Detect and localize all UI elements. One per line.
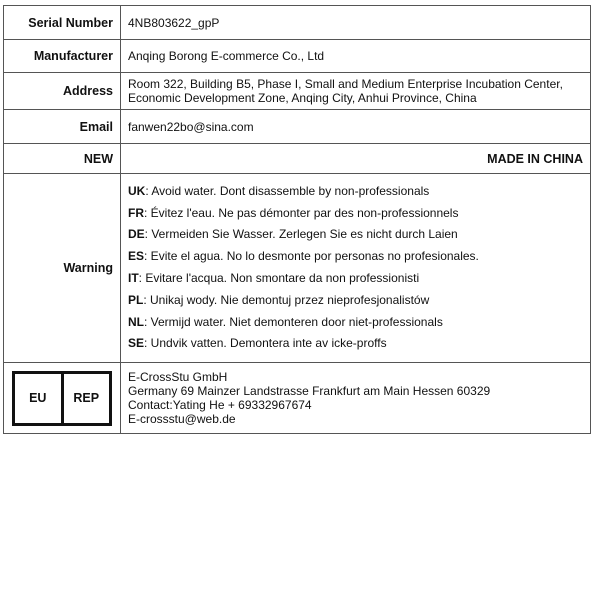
eu-rep-symbol bbox=[12, 371, 112, 426]
warning-item bbox=[128, 312, 583, 334]
manufacturer-value: Anqing Borong E-commerce Co., Ltd bbox=[128, 49, 325, 63]
warning-text: : Vermeiden Sie Wasser. Zerlegen Sie es nicht durch Laien bbox=[144, 227, 458, 242]
lang-code: DE bbox=[128, 227, 145, 242]
email-row bbox=[4, 109, 590, 143]
warning-text: : Évitez l'eau. Ne pas démonter par des non-professionnels bbox=[144, 205, 459, 220]
lang-code: UK bbox=[128, 183, 146, 198]
eu-rep-email: E-crossstu@web.de bbox=[128, 412, 236, 426]
eu-rep-company: E-CrossStu GmbH bbox=[128, 370, 228, 384]
warning-item bbox=[128, 268, 583, 290]
eu-text: EU bbox=[15, 374, 64, 423]
email-value: fanwen22bo@sina.com bbox=[128, 119, 254, 134]
lang-code: IT bbox=[128, 271, 139, 285]
warning-text: : Evitare l'acqua. Non smontare da non professionisti bbox=[138, 271, 420, 285]
eu-rep-address: Germany 69 Mainzer Landstrasse Frankfurt am Main Hessen 60329 bbox=[128, 384, 491, 398]
address-label: Address bbox=[4, 73, 121, 109]
eu-rep-row bbox=[4, 362, 590, 433]
warning-list bbox=[121, 174, 590, 362]
address-value bbox=[121, 73, 590, 109]
manufacturer-row bbox=[4, 39, 590, 72]
warning-item bbox=[128, 333, 583, 355]
address-line: Room 322, Building B5, Phase I, Small and Medium Enterprise Incubation Center, bbox=[128, 77, 563, 91]
manufacturer-label: Manufacturer bbox=[4, 40, 121, 72]
product-info-table bbox=[3, 5, 591, 434]
warning-item bbox=[128, 181, 583, 203]
warning-label: Warning bbox=[4, 174, 121, 362]
warning-text: : Vermijd water. Niet demonteren door niet-professionals bbox=[144, 314, 443, 329]
lang-code: ES bbox=[128, 249, 145, 264]
lang-code: PL bbox=[128, 292, 144, 307]
warning-text: : Evite el agua. No lo desmonte por personas no profesionales. bbox=[144, 249, 479, 264]
warning-item bbox=[128, 224, 583, 246]
origin-row bbox=[4, 143, 590, 173]
warning-text: : Undvik vatten. Demontera inte av icke-proffs bbox=[144, 336, 387, 351]
made-in-china: MADE IN CHINA bbox=[487, 151, 583, 166]
serial-number-row bbox=[4, 6, 590, 39]
address-row bbox=[4, 72, 590, 109]
eu-rep-contact: Contact:Yating He + 69332967674 bbox=[128, 398, 312, 412]
address-line: Economic Development Zone, Anqing City, Anhui Province, China bbox=[128, 91, 477, 105]
eu-rep-details bbox=[121, 363, 590, 433]
warning-item bbox=[128, 290, 583, 312]
warning-item bbox=[128, 203, 583, 225]
serial-number-label: Serial Number bbox=[4, 6, 121, 39]
lang-code: NL bbox=[128, 314, 144, 329]
email-label: Email bbox=[4, 110, 121, 143]
new-label: NEW bbox=[4, 144, 121, 173]
warning-item bbox=[128, 246, 583, 268]
eu-rep-cell bbox=[4, 363, 121, 433]
serial-number-value: 4NB803622_gpP bbox=[128, 15, 220, 30]
rep-text: REP bbox=[73, 391, 100, 405]
warning-row bbox=[4, 173, 590, 362]
warning-text: : Avoid water. Dont disassemble by non-professionals bbox=[145, 183, 430, 198]
lang-code: FR bbox=[128, 205, 144, 220]
lang-code: SE bbox=[128, 336, 145, 351]
warning-text: : Unikaj wody. Nie demontuj przez nieprofesjonalistów bbox=[143, 292, 430, 307]
